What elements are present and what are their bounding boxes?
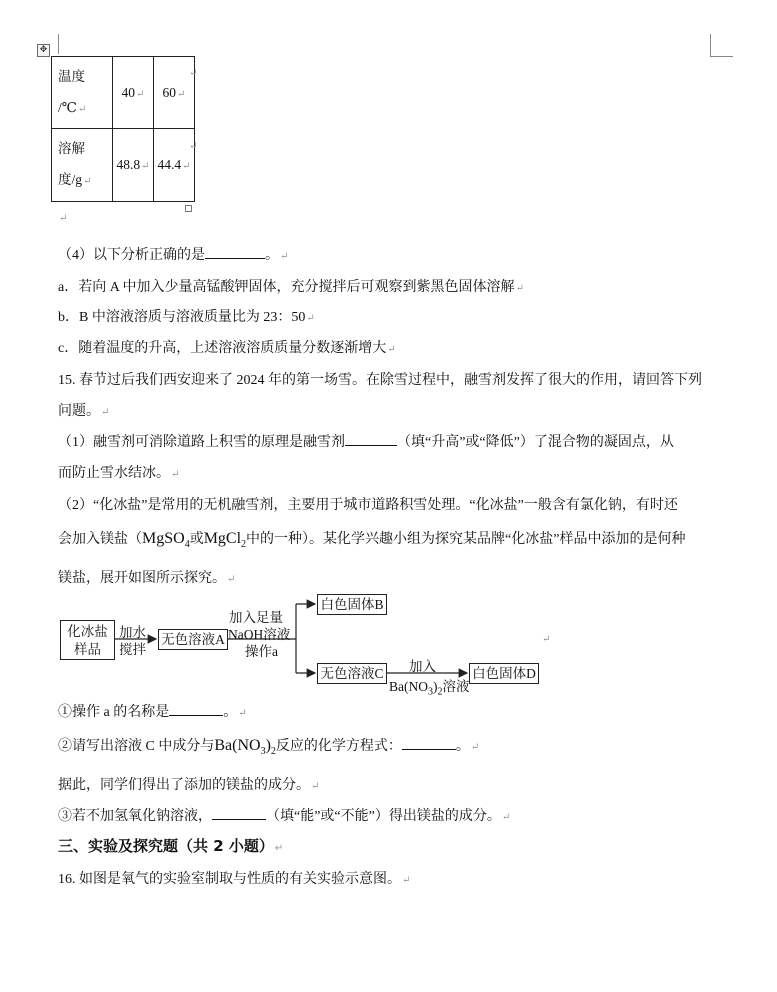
label-ba-no3: $Ba(NO_3)_2$溶液: [389, 679, 470, 698]
table-cell: 60↵: [154, 57, 195, 129]
table-cell: 44.4↵: [154, 129, 195, 202]
box-solid-B: 白色固体B: [317, 594, 387, 615]
sol-48-8: 48.8: [116, 157, 141, 172]
label-add: 加入: [409, 659, 436, 674]
table-cell: 48.8↵: [113, 129, 154, 202]
q4-option-c: c．随着温度的升高，上述溶液溶质质量分数逐渐增大↵: [58, 341, 396, 356]
q15-part1: （1）融雪剂可消除道路上积雪的原理是融雪剂 （填“升高”或“降低”）了混合物的凝固点，从: [58, 431, 674, 451]
q15-sub1: ①操作 a 的名称是 。↵: [58, 701, 247, 721]
formula-mgso4: MgSO: [142, 530, 185, 547]
q15-sub3: ③若不加氢氧化钠溶液， （填“能”或“不能”）得出镁盐的成分。↵: [58, 805, 510, 825]
table-header-temp: 温度: [58, 68, 85, 84]
paragraph-mark: ↵: [542, 634, 551, 645]
q4-option-a: a．若向 A 中加入少量高锰酸钾固体，充分搅拌后可观察到紫黑色固体溶解↵: [58, 280, 524, 295]
box-solution-A: 无色溶液A: [158, 629, 228, 650]
label-add-excess: 加入足量: [229, 610, 283, 625]
q16-stem: 16. 如图是氧气的实验室制取与性质的有关实验示意图。↵: [58, 872, 411, 887]
sol-44-4: 44.4: [157, 157, 182, 172]
table-header-sol-unit: 度/g: [58, 172, 83, 187]
table-move-handle-icon[interactable]: ✥: [37, 44, 50, 57]
box-solid-D: 白色固体D: [469, 663, 539, 684]
box-sample: 化冰盐 样品: [60, 620, 115, 660]
q15-part1-cont: 而防止雪水结冰。↵: [58, 466, 180, 481]
sub1-answer-blank[interactable]: [169, 702, 223, 716]
table-cell: 溶解 度/g↵: [52, 129, 113, 202]
label-naoh: NaOH溶液: [228, 627, 291, 642]
paragraph-mark: ↵: [59, 213, 68, 224]
table-cell: 温度 /℃↵: [52, 57, 113, 129]
label-add-water: 加水: [119, 625, 146, 640]
q4-stem: （4）以下分析正确的是 。↵: [58, 244, 288, 264]
q15-part2-cont2: 镁盐，展开如图所示探究。↵: [58, 571, 236, 586]
row-end-mark: ↵: [189, 68, 198, 79]
table-cell: 40↵: [113, 57, 154, 129]
table-header-sol: 溶解: [58, 141, 85, 156]
q15-intro-cont: 问题。↵: [58, 404, 110, 419]
q15-part2: （2）“化冰盐”是常用的无机融雪剂，主要用于城市道路积雪处理。“化冰盐”一般含有氯化钠，有时还: [58, 498, 678, 513]
q15-part2-cont: 会加入镁盐（MgSO$_4$或MgCl$_2$中的一种）。某化学兴趣小组为探究某品牌“化冰盐”样品中添加的是何种: [58, 530, 686, 550]
row-end-mark: ↵: [189, 141, 198, 152]
label-operation-a: 操作a: [245, 644, 278, 659]
q4-option-b: b．B 中溶液溶质与溶液质量比为 23：50↵: [58, 310, 315, 325]
formula-ba-no3-2: Ba(NO: [214, 737, 261, 754]
table-header-temp-unit: /℃: [58, 99, 77, 115]
formula-mgcl2: MgCl: [203, 530, 242, 547]
q15-sub2: ②请写出溶液 C 中成分与$Ba(NO_3)_2$反应的化学方程式： 。↵: [58, 737, 480, 757]
temp-40: 40: [121, 84, 136, 100]
label-stir: 搅拌: [119, 642, 146, 657]
box-solution-C: 无色溶液C: [317, 663, 387, 684]
section-heading: 三、实验及探究题（共 2 小题）↵: [58, 837, 284, 855]
q15-intro: 15. 春节过后我们西安迎来了 2024 年的第一场雪。在除雪过程中，融雪剂发挥了很大的作用，请回答下列: [58, 373, 702, 388]
sub2-answer-blank[interactable]: [402, 736, 456, 750]
sub3-answer-blank[interactable]: [212, 806, 266, 820]
q15-conclusion: 据此，同学们得出了添加的镁盐的成分。↵: [58, 778, 320, 793]
temp-60: 60: [162, 84, 177, 100]
